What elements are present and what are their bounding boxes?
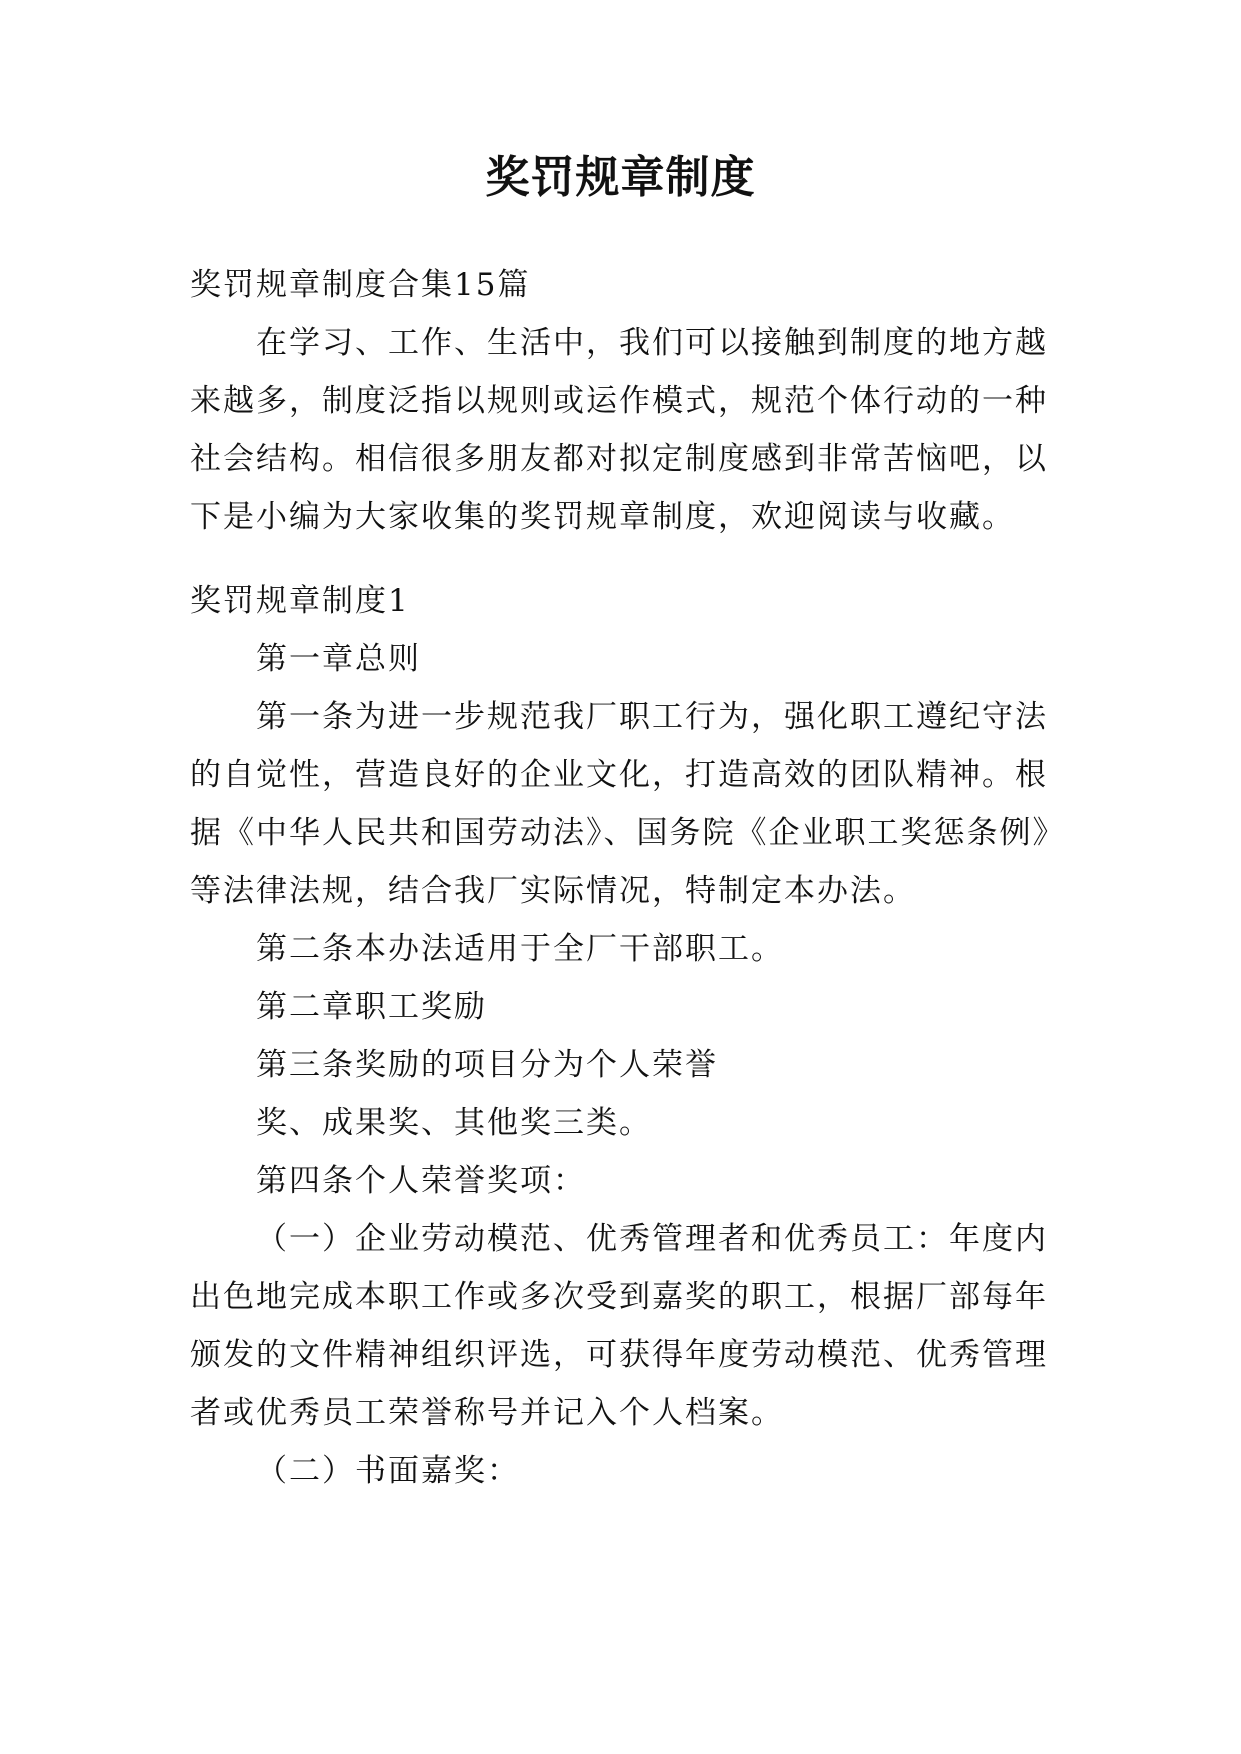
- paragraph-line: 等法律法规，结合我厂实际情况，特制定本办法。: [190, 873, 916, 909]
- paragraph-line: 出色地完成本职工作或多次受到嘉奖的职工，根据厂部每年: [190, 1279, 1048, 1315]
- paragraph-line: 来越多，制度泛指以规则或运作模式，规范个体行动的一种: [190, 383, 1048, 419]
- intro-block: [190, 256, 1070, 546]
- paragraph-line: 颁发的文件精神组织评选，可获得年度劳动模范、优秀管理: [190, 1337, 1048, 1373]
- paragraph-line: （二）书面嘉奖：: [256, 1453, 520, 1489]
- chapter-heading: 第一章总则: [256, 641, 421, 677]
- paragraph-line: 第一条为进一步规范我厂职工行为，强化职工遵纪守法: [256, 699, 1048, 735]
- paragraph-line: （一）企业劳动模范、优秀管理者和优秀员工：年度内: [256, 1221, 1048, 1257]
- paragraph-line: 在学习、工作、生活中，我们可以接触到制度的地方越: [256, 325, 1048, 361]
- collection-heading: 奖罚规章制度合集15篇: [190, 267, 531, 303]
- paragraph-line: 奖、成果奖、其他奖三类。: [256, 1105, 652, 1141]
- chapter-heading: 第二章职工奖励: [256, 989, 487, 1025]
- paragraph-line: 的自觉性，营造良好的企业文化，打造高效的团队精神。根: [190, 757, 1048, 793]
- document-title: 奖罚规章制度: [485, 152, 756, 203]
- paragraph-line: 社会结构。相信很多朋友都对拟定制度感到非常苦恼吧，以: [190, 441, 1048, 477]
- paragraph-line: 第四条个人荣誉奖项：: [256, 1163, 586, 1199]
- paragraph-line: 第二条本办法适用于全厂干部职工。: [256, 931, 784, 967]
- section-heading: 奖罚规章制度1: [190, 583, 410, 619]
- paragraph-line: 第三条奖励的项目分为个人荣誉: [256, 1047, 718, 1083]
- paragraph-line: 下是小编为大家收集的奖罚规章制度，欢迎阅读与收藏。: [190, 499, 1015, 535]
- section-block: [190, 572, 1070, 1500]
- paragraph-line: 据《中华人民共和国劳动法》、国务院《企业职工奖惩条例》: [190, 815, 1066, 851]
- paragraph-line: 者或优秀员工荣誉称号并记入个人档案。: [190, 1395, 784, 1431]
